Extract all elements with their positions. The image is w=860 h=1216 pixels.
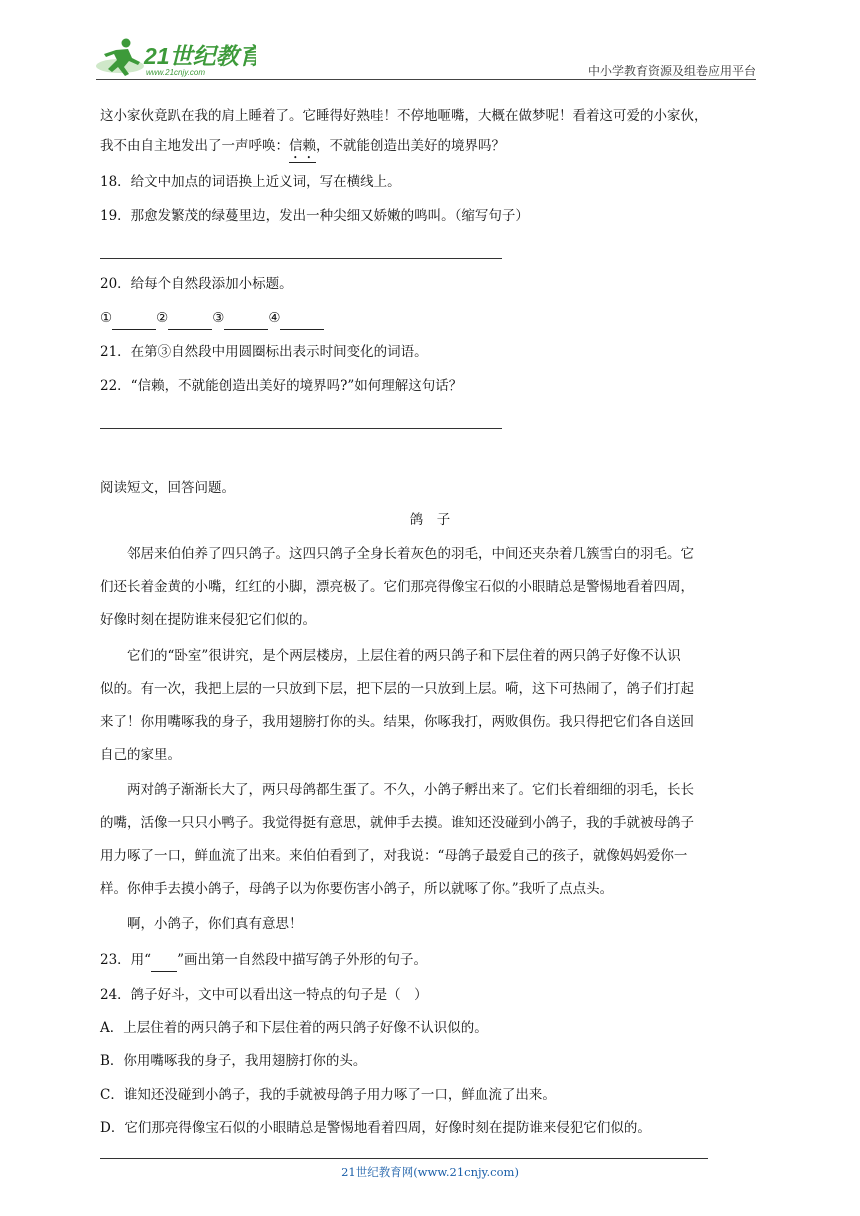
logo-url: www.21cnjy.com bbox=[146, 68, 205, 77]
circled-2: ② bbox=[156, 310, 169, 326]
option-a[interactable]: A．上层住着的两只鸽子和下层住着的两只鸽子好像不认识似的。 bbox=[100, 1020, 488, 1036]
para2-line-2: 似的。有一次，我把上层的一只放到下层，把下层的一只放到上层。嗬，这下可热闹了，鸽子们打起 bbox=[100, 681, 694, 697]
passage1-line-1: 这小家伙竟趴在我的肩上睡着了。它睡得好熟哇！不停地咂嘴，大概在做梦呢！看着这可爱的小家伙， bbox=[100, 108, 708, 124]
answer-line-19[interactable] bbox=[100, 258, 502, 259]
title-blank-1[interactable] bbox=[112, 308, 156, 330]
site-logo bbox=[96, 36, 256, 78]
para2-line-1: 它们的“卧室”很讲究，是个两层楼房，上层住着的两只鸽子和下层住着的两只鸽子好像不认识 bbox=[100, 648, 681, 664]
para4: 啊，小鸽子，你们真有意思！ bbox=[100, 916, 303, 932]
answer-line-22[interactable] bbox=[100, 428, 502, 429]
para2-line-4: 自己的家里。 bbox=[100, 747, 181, 763]
question-19: 19．那愈发繁茂的绿蔓里边，发出一种尖细又娇嫩的鸣叫。（缩写句子） bbox=[100, 208, 529, 224]
para1-line-1: 邻居来伯伯养了四只鸽子。这四只鸽子全身长着灰色的羽毛，中间还夹杂着几簇雪白的羽毛。它 bbox=[100, 546, 694, 562]
question-21: 21．在第③自然段中用圆圈标出表示时间变化的词语。 bbox=[100, 344, 428, 360]
title-blank-3[interactable] bbox=[224, 308, 268, 330]
runner-logo-icon bbox=[96, 36, 256, 78]
question-23 bbox=[100, 950, 760, 972]
question-24: 24．鸽子好斗，文中可以看出这一特点的句子是（ ） bbox=[100, 987, 428, 1003]
para3-line-1: 两对鸽子渐渐长大了，两只母鸽都生蛋了。不久，小鸽子孵出来了。它们长着细细的羽毛，长长 bbox=[100, 782, 694, 798]
option-c[interactable]: C．谁知还没碰到小鸽子，我的手就被母鸽子用力啄了一口，鲜血流了出来。 bbox=[100, 1087, 556, 1103]
question-20: 20．给每个自然段添加小标题。 bbox=[100, 276, 293, 292]
para3-line-2: 的嘴，活像一只只小鸭子。我觉得挺有意思，就伸手去摸。谁知还没碰到小鸽子，我的手就被母鸽子 bbox=[100, 815, 694, 831]
para2-line-3: 来了！你用嘴啄我的身子，我用翅膀打你的头。结果，你啄我打，两败俱伤。我只得把它们各自送回 bbox=[100, 714, 694, 730]
passage-title: 鸽 子 bbox=[409, 512, 451, 528]
option-d[interactable]: D．它们那亮得像宝石似的小眼睛总是警惕地看着四周，好像时刻在提防谁来侵犯它们似的。 bbox=[100, 1120, 651, 1136]
circled-3: ③ bbox=[212, 310, 225, 326]
para1-line-2: 们还长着金黄的小嘴，红红的小脚，漂亮极了。它们那亮得像宝石似的小眼睛总是警惕地看着四周， bbox=[100, 579, 694, 595]
passage1-line-2 bbox=[100, 136, 760, 163]
footer-link[interactable]: 21世纪教育网(www.21cnjy.com) bbox=[341, 1165, 519, 1179]
header-divider bbox=[96, 79, 756, 80]
logo-title: 21世纪教育 bbox=[144, 43, 256, 69]
passage1-line-2-end: ，不就能创造出美好的境界吗？ bbox=[316, 138, 505, 154]
dotted-word: 信赖 bbox=[289, 136, 316, 163]
title-blank-2[interactable] bbox=[168, 308, 212, 330]
question-23-start: 23．用“ bbox=[100, 952, 152, 968]
title-blank-4[interactable] bbox=[280, 308, 324, 330]
question-18: 18．给文中加点的词语换上近义词，写在横线上。 bbox=[100, 174, 401, 190]
footer-divider bbox=[100, 1158, 708, 1159]
para3-line-4: 样。你伸手去摸小鸽子，母鸽子以为你要伤害小鸽子，所以就啄了你。”我听了点点头。 bbox=[100, 881, 614, 897]
question-20-blanks bbox=[100, 308, 760, 330]
reading-instruction: 阅读短文，回答问题。 bbox=[100, 480, 235, 496]
circled-4: ④ bbox=[268, 310, 281, 326]
platform-label: 中小学教育资源及组卷应用平台 bbox=[587, 64, 756, 78]
passage1-line-2-start: 我不由自主地发出了一声呼唤： bbox=[100, 138, 289, 154]
para1-line-3: 好像时刻在提防谁来侵犯它们似的。 bbox=[100, 612, 316, 628]
question-22: 22．“信赖，不就能创造出美好的境界吗?”如何理解这句话？ bbox=[100, 378, 463, 394]
circled-1: ① bbox=[100, 310, 113, 326]
underline-mark bbox=[151, 950, 177, 972]
para3-line-3: 用力啄了一口，鲜血流了出来。来伯伯看到了，对我说：“母鸽子最爱自己的孩子，就像妈妈爱你一 bbox=[100, 848, 688, 864]
option-b[interactable]: B．你用嘴啄我的身子，我用翅膀打你的头。 bbox=[100, 1053, 367, 1069]
question-23-end: ”画出第一自然段中描写鸽子外形的句子。 bbox=[177, 952, 427, 968]
